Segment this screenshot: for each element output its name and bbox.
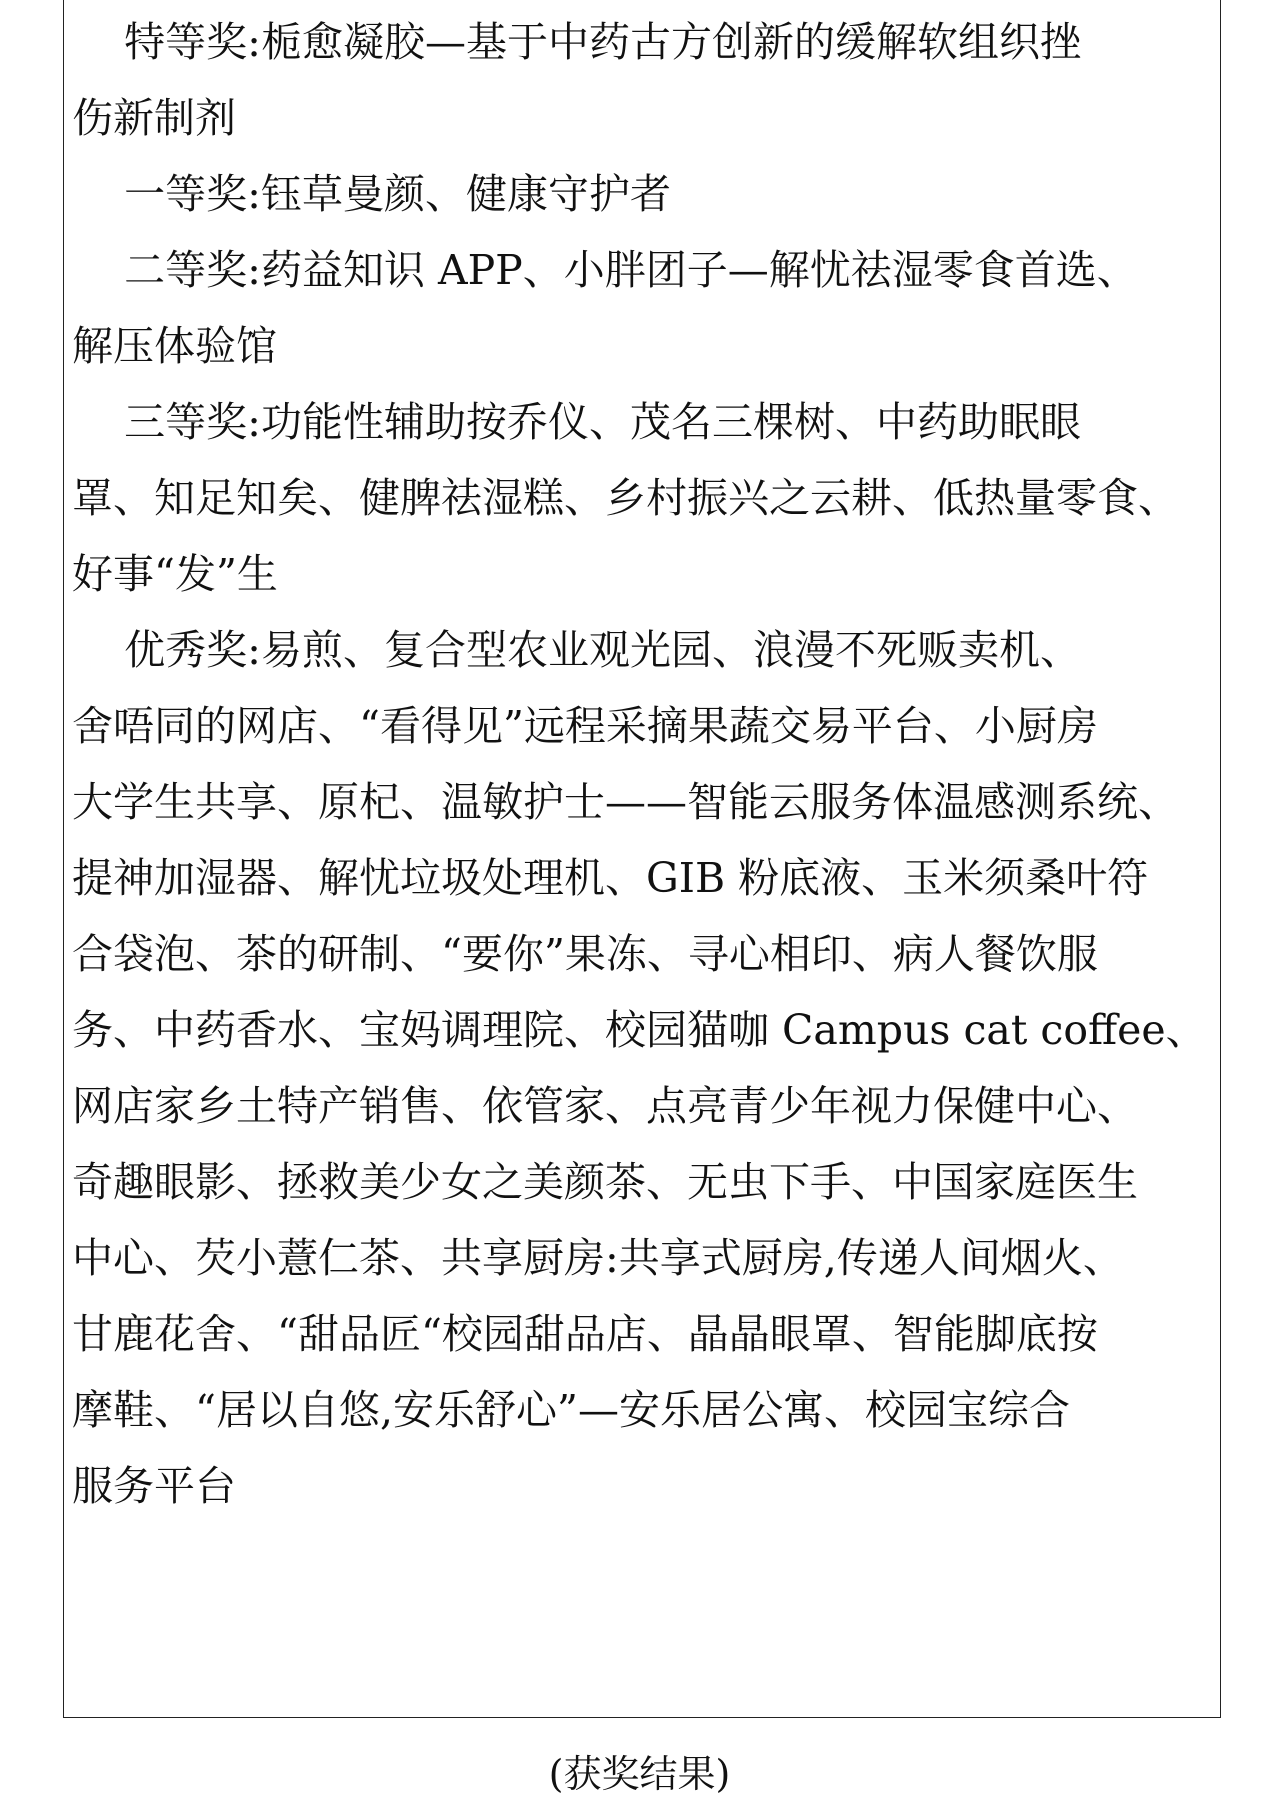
text-line: 甘鹿花舍、“甜品匠“校园甜品店、晶晶眼罩、智能脚底按	[72, 1310, 1098, 1358]
text-line: 网店家乡土特产销售、依管家、点亮青少年视力保健中心、	[72, 1082, 1138, 1130]
text-line: 优秀奖:易煎、复合型农业观光园、浪漫不死贩卖机、	[72, 626, 1081, 674]
text-line: 三等奖:功能性辅助按乔仪、茂名三棵树、中药助眠眼	[72, 398, 1081, 446]
text-line: 摩鞋、“居以自悠,安乐舒心”—安乐居公寓、校园宝综合	[72, 1386, 1070, 1434]
figure-caption: (获奖结果)	[548, 1752, 731, 1796]
text-line: 解压体验馆	[72, 322, 277, 370]
text-line: 特等奖:栀愈凝胶—基于中药古方创新的缓解软组织挫	[72, 18, 1081, 66]
text-line: 奇趣眼影、拯救美少女之美颜茶、无虫下手、中国家庭医生	[72, 1158, 1138, 1206]
text-line: 好事“发”生	[72, 550, 278, 598]
text-line: 一等奖:钰草曼颜、健康守护者	[72, 170, 671, 218]
text-line: 提神加湿器、解忧垃圾处理机、GIB 粉底液、玉米须桑叶符	[72, 854, 1149, 902]
text-line: 罩、知足知矣、健脾祛湿糕、乡村振兴之云耕、低热量零食、	[72, 474, 1179, 522]
text-line: 服务平台	[72, 1462, 236, 1510]
text-line: 二等奖:药益知识 APP、小胖团子—解忧祛湿零食首选、	[72, 246, 1138, 294]
text-line: 伤新制剂	[72, 94, 236, 142]
text-line: 合袋泡、茶的研制、“要你”果冻、寻心相印、病人餐饮服	[72, 930, 1098, 978]
text-line: 大学生共享、原杞、温敏护士——智能云服务体温感测系统、	[72, 778, 1179, 826]
text-line: 中心、芡小薏仁茶、共享厨房:共享式厨房,传递人间烟火、	[72, 1234, 1124, 1282]
text-line: 舍唔同的网店、“看得见”远程采摘果蔬交易平台、小厨房	[72, 702, 1098, 750]
text-line: 务、中药香水、宝妈调理院、校园猫咖 Campus cat coffee、	[72, 1006, 1207, 1054]
